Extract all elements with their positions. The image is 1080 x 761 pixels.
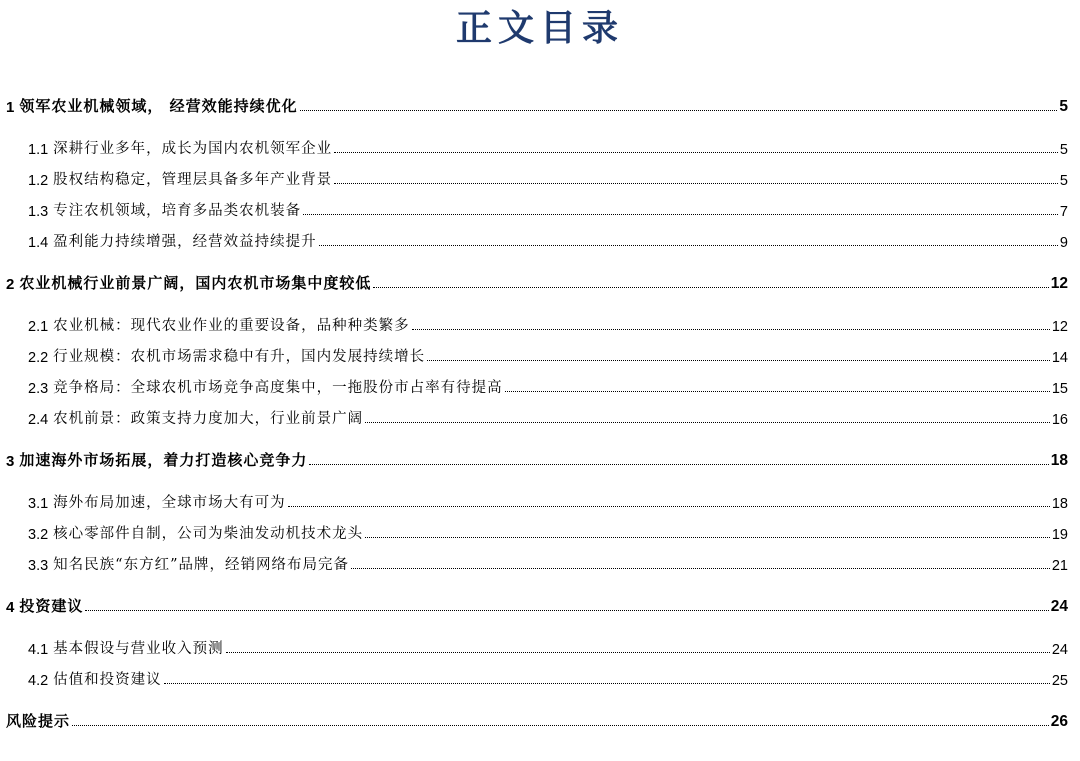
toc-entry-page-number: 25 xyxy=(1051,673,1068,689)
toc-entry-number: 2.2 xyxy=(28,350,49,366)
toc-subsection-entry[interactable] xyxy=(28,521,1068,543)
toc-dot-leader xyxy=(334,152,1058,153)
toc-entry-title: 知名民族“东方红”品牌，经销网络布局完备 xyxy=(53,557,349,573)
toc-subsection-entry[interactable] xyxy=(28,375,1068,397)
toc-subsection-entry[interactable] xyxy=(28,313,1068,335)
toc-entry-page-number: 16 xyxy=(1051,412,1068,428)
toc-dot-leader xyxy=(505,391,1050,392)
toc-dot-leader xyxy=(300,110,1058,111)
toc-subsection-entry[interactable] xyxy=(28,344,1068,366)
toc-entry-title: 加速海外市场拓展，着力打造核心竞争力 xyxy=(19,451,308,469)
toc-entry-title: 竞争格局：全球农机市场竞争高度集中，一拖股份市占率有待提高 xyxy=(53,380,503,396)
toc-dot-leader xyxy=(351,568,1050,569)
toc-entry-title: 基本假设与营业收入预测 xyxy=(53,641,224,657)
toc-dot-leader xyxy=(365,537,1050,538)
toc-entry-page-number: 19 xyxy=(1051,527,1068,543)
toc-subsection-entry[interactable] xyxy=(28,406,1068,428)
toc-dot-leader xyxy=(319,245,1058,246)
toc-entry-page-number: 9 xyxy=(1059,235,1068,251)
toc-entry-title: 农业机械：现代农业作业的重要设备，品种种类繁多 xyxy=(53,318,410,334)
toc-entry-number: 4.1 xyxy=(28,642,49,658)
toc-entry-page-number: 12 xyxy=(1051,319,1068,335)
toc-entry-page-number: 12 xyxy=(1050,275,1068,292)
toc-entry-title: 行业规模：农机市场需求稳中有升，国内发展持续增长 xyxy=(53,349,426,365)
toc-entry-title: 盈利能力持续增强，经营效益持续提升 xyxy=(53,234,317,250)
toc-dot-leader xyxy=(334,183,1058,184)
toc-dot-leader xyxy=(412,329,1050,330)
toc-entry-page-number: 24 xyxy=(1050,598,1068,615)
toc-entry-number: 1.3 xyxy=(28,204,49,220)
toc-section-entry[interactable] xyxy=(6,271,1068,293)
toc-entry-number: 1.2 xyxy=(28,173,49,189)
toc-entry-number: 4 xyxy=(6,599,15,616)
toc-dot-leader xyxy=(427,360,1050,361)
toc-dot-leader xyxy=(85,610,1048,611)
toc-entry-number: 2.4 xyxy=(28,412,49,428)
toc-entry-number: 3.1 xyxy=(28,496,49,512)
toc-section-entry[interactable] xyxy=(6,94,1068,116)
toc-dot-leader xyxy=(309,464,1048,465)
toc-subsection-entry[interactable] xyxy=(28,552,1068,574)
toc-entry-page-number: 14 xyxy=(1051,350,1068,366)
toc-entry-title: 领军农业机械领域， 经营效能持续优化 xyxy=(19,97,298,115)
toc-entry-title: 农业机械行业前景广阔，国内农机市场集中度较低 xyxy=(19,274,372,292)
toc-entry-page-number: 18 xyxy=(1051,496,1068,512)
toc-entry-title: 深耕行业多年，成长为国内农机领军企业 xyxy=(53,141,333,157)
toc-dot-leader xyxy=(373,287,1048,288)
toc-entry-number: 3.2 xyxy=(28,527,49,543)
toc-entry-title: 投资建议 xyxy=(19,597,84,615)
toc-entry-title: 专注农机领域，培育多品类农机装备 xyxy=(53,203,302,219)
toc-dot-leader xyxy=(288,506,1050,507)
toc-entry-number: 2 xyxy=(6,276,15,293)
toc-entry-page-number: 15 xyxy=(1051,381,1068,397)
toc-entry-number: 1 xyxy=(6,99,15,116)
toc-entry-title: 海外布局加速，全球市场大有可为 xyxy=(53,495,286,511)
toc-subsection-entry[interactable] xyxy=(28,490,1068,512)
toc-subsection-entry[interactable] xyxy=(28,667,1068,689)
toc-subsection-entry[interactable] xyxy=(28,167,1068,189)
toc-entry-number: 3 xyxy=(6,453,15,470)
toc-entry-number: 1.4 xyxy=(28,235,49,251)
toc-entry-page-number: 21 xyxy=(1051,558,1068,574)
toc-section-entry[interactable] xyxy=(6,594,1068,616)
toc-entry-number: 2.1 xyxy=(28,319,49,335)
toc-entry-page-number: 5 xyxy=(1059,142,1068,158)
toc-entry-number: 4.2 xyxy=(28,673,49,689)
toc-dot-leader xyxy=(226,652,1050,653)
toc-entry-page-number: 24 xyxy=(1051,642,1068,658)
toc-subsection-entry[interactable] xyxy=(28,636,1068,658)
toc-subsection-entry[interactable] xyxy=(28,136,1068,158)
toc-dot-leader xyxy=(303,214,1058,215)
toc-entry-page-number: 18 xyxy=(1050,452,1068,469)
toc-entry-number: 3.3 xyxy=(28,558,49,574)
toc-entry-title: 股权结构稳定，管理层具备多年产业背景 xyxy=(53,172,333,188)
toc-section-entry[interactable] xyxy=(6,448,1068,470)
toc-entry-title: 估值和投资建议 xyxy=(53,672,162,688)
toc-entry-number: 1.1 xyxy=(28,142,49,158)
toc-entry-page-number: 5 xyxy=(1059,173,1068,189)
toc-subsection-entry[interactable] xyxy=(28,198,1068,220)
toc-entry-page-number: 7 xyxy=(1059,204,1068,220)
toc-subsection-entry[interactable] xyxy=(28,229,1068,251)
toc-entry-title: 核心零部件自制，公司为柴油发动机技术龙头 xyxy=(53,526,364,542)
page-title: 正文目录 xyxy=(455,7,624,49)
toc-dot-leader xyxy=(164,683,1050,684)
toc-entry-page-number: 5 xyxy=(1059,98,1068,115)
toc-entry-page-number: 26 xyxy=(1050,713,1068,730)
toc-dot-leader xyxy=(365,422,1050,423)
toc-dot-leader xyxy=(72,725,1049,726)
toc-section-entry[interactable] xyxy=(6,709,1068,731)
toc-entry-title: 农机前景：政策支持力度加大，行业前景广阔 xyxy=(53,411,364,427)
toc-entry-number: 2.3 xyxy=(28,381,49,397)
toc-entry-title: 风险提示 xyxy=(6,712,71,730)
